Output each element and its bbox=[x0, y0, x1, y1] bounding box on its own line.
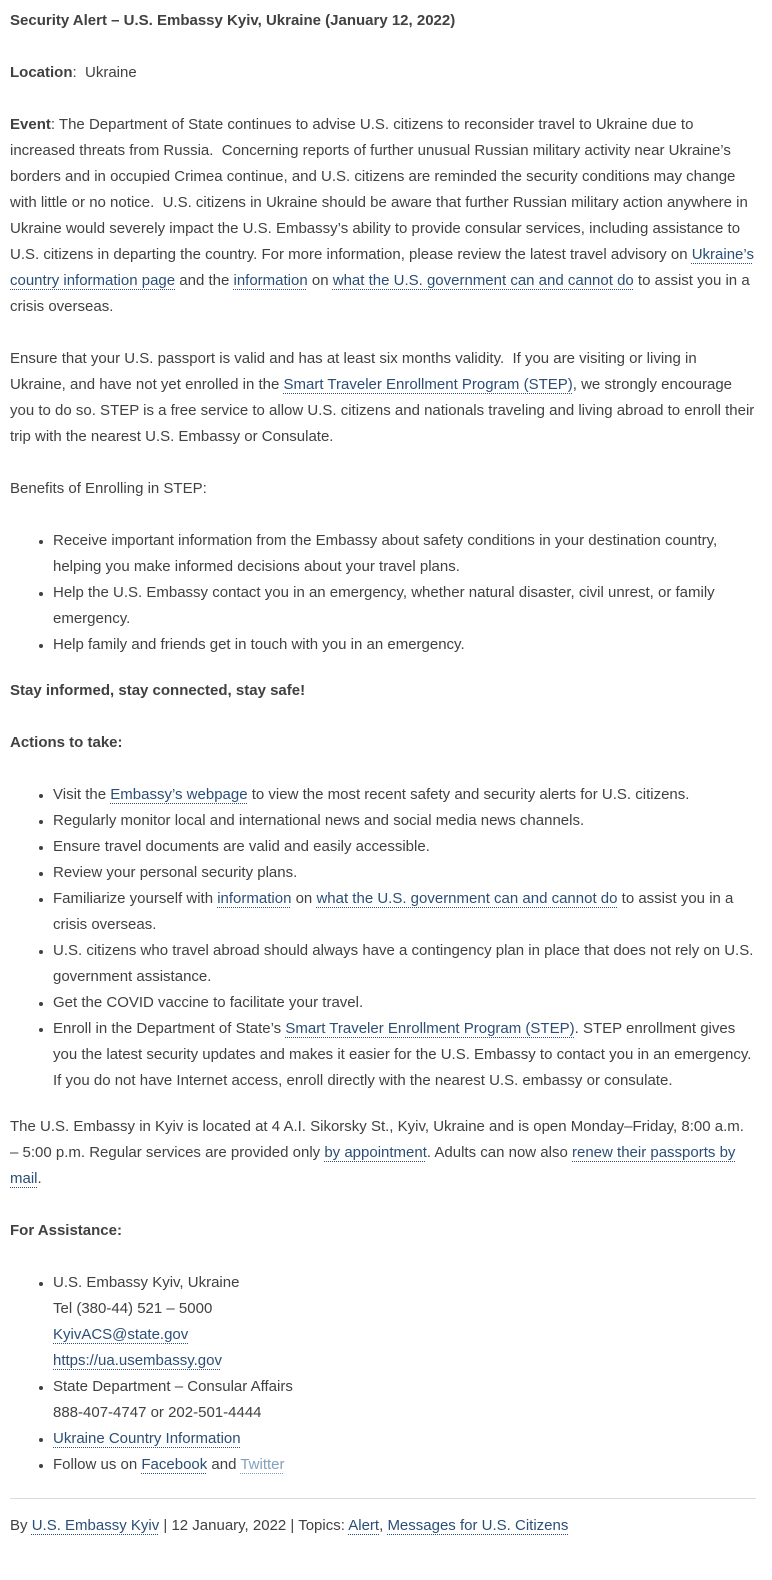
list-item: • Receive important information from the Embassy about safety conditions in your destination country, helping you make informed decisions about your travel plans. bbox=[53, 528, 756, 580]
bold-text: Stay informed, stay connected, stay safe! bbox=[10, 682, 306, 699]
list-item: • Visit the Embassy’s webpage to view the most recent safety and security alerts for U.S. citizens. bbox=[53, 782, 756, 808]
list-item: • Enroll in the Department of State’s Smart Traveler Enrollment Program (STEP). STEP enrollment gives you the latest security updates and makes it easier for the U.S. Embassy to contact you in an emergency. If you do not have Internet access, enroll directly with the nearest U.S. embassy or consulate. bbox=[53, 1016, 756, 1094]
link-embassy-website[interactable]: https://ua.usembassy.gov bbox=[53, 1352, 222, 1369]
list-item: • Ensure travel documents are valid and easily accessible. bbox=[53, 834, 756, 860]
link-ukraine-country-information[interactable]: Ukraine Country Information bbox=[53, 1430, 241, 1447]
assistance-heading bbox=[10, 1218, 756, 1244]
bold-text: Location bbox=[10, 64, 73, 81]
link-what-us-government-can-and-cannot-do-2[interactable]: what the U.S. government can and cannot do bbox=[316, 890, 618, 907]
location-line: Location: Ukraine bbox=[10, 64, 137, 81]
link-topic-messages-for-us-citizens[interactable]: Messages for U.S. Citizens bbox=[387, 1517, 569, 1534]
link-kyivacs-email[interactable]: KyivACS@state.gov bbox=[53, 1326, 189, 1343]
list-item: • State Department – Consular Affairs 888-407-4747 or 202-501-4444 bbox=[53, 1374, 756, 1426]
link-author-us-embassy-kyiv[interactable]: U.S. Embassy Kyiv bbox=[31, 1517, 160, 1534]
assistance-list bbox=[10, 1270, 756, 1478]
bold-text: For Assistance: bbox=[10, 1222, 122, 1239]
link-facebook[interactable]: Facebook bbox=[141, 1456, 208, 1473]
list-item: • U.S. Embassy Kyiv, Ukraine Tel (380-44) 521 – 5000 KyivACS@state.gov https://ua.usembassy.gov bbox=[53, 1270, 756, 1374]
stay-informed-line bbox=[10, 678, 756, 704]
list-item: • Follow us on Facebook and Twitter bbox=[53, 1452, 756, 1478]
list-item bbox=[53, 1426, 756, 1452]
step-paragraph: Ensure that your U.S. passport is valid and has at least six months validity. If you are visiting or living in Ukraine, and have not yet enrolled in the Smart Traveler Enrollment Program (STEP), we strongly encourage you to do so. STEP is a free service to allow U.S. citizens and nationals traveling and living abroad to enroll their trip with the nearest U.S. Embassy or Consulate. bbox=[10, 350, 755, 445]
bold-text: Security Alert – U.S. Embassy Kyiv, Ukraine (January 12, 2022) bbox=[10, 12, 456, 29]
list-item: • Review your personal security plans. bbox=[53, 860, 756, 886]
list-item: • Regularly monitor local and international news and social media news channels. bbox=[53, 808, 756, 834]
event-paragraph: Event: The Department of State continues to advise U.S. citizens to reconsider travel to Ukraine due to increased threats from Russia. Concerning reports of further unusual Russian military activity near Ukraine’s borders and in occupied Crimea continue, and U.S. citizens are reminded the security conditions may change with little or no notice. U.S. citizens in Ukraine should be aware that further Russian military action anywhere in Ukraine would severely impact the U.S. Embassy’s ability to provide consular services, including assistance to U.S. citizens in departing the country. For more information, please review the latest travel advisory on Ukraine’s country information page and the information on what the U.S. government can and cannot do to assist you in a crisis overseas. bbox=[10, 116, 754, 315]
link-renew-passports-by-mail[interactable]: renew their passports by mail bbox=[10, 1144, 736, 1187]
benefits-list bbox=[10, 528, 756, 658]
link-embassy-webpage[interactable]: Embassy’s webpage bbox=[110, 786, 248, 803]
link-by-appointment[interactable]: by appointment bbox=[324, 1144, 427, 1161]
link-ukraine-country-information-page[interactable]: Ukraine’s country information page bbox=[10, 246, 754, 289]
post-meta: By U.S. Embassy Kyiv | 12 January, 2022 | Topics: Alert, Messages for U.S. Citizens bbox=[10, 1517, 569, 1534]
embassy-location-paragraph: The U.S. Embassy in Kyiv is located at 4 A.I. Sikorsky St., Kyiv, Ukraine and is open Monday–Friday, 8:00 a.m. – 5:00 p.m. Regular services are provided only by appointment. Adults can now also renew their passports by mail. bbox=[10, 1118, 744, 1187]
list-item: • Get the COVID vaccine to facilitate your travel. bbox=[53, 990, 756, 1016]
link-information-2[interactable]: information bbox=[217, 890, 292, 907]
link-step-program-2[interactable]: Smart Traveler Enrollment Program (STEP) bbox=[285, 1020, 575, 1037]
article-body bbox=[10, 8, 756, 1478]
link-step-program[interactable]: Smart Traveler Enrollment Program (STEP) bbox=[283, 376, 573, 393]
bold-text: Event bbox=[10, 116, 51, 133]
benefits-heading: Benefits of Enrolling in STEP: bbox=[10, 480, 207, 497]
list-item: • Help the U.S. Embassy contact you in an emergency, whether natural disaster, civil unrest, or family emergency. bbox=[53, 580, 756, 632]
actions-heading bbox=[10, 730, 756, 756]
list-item: • U.S. citizens who travel abroad should always have a contingency plan in place that does not rely on U.S. government assistance. bbox=[53, 938, 756, 990]
list-item: • Help family and friends get in touch with you in an emergency. bbox=[53, 632, 756, 658]
link-what-us-government-can-and-cannot-do[interactable]: what the U.S. government can and cannot do bbox=[332, 272, 634, 289]
link-information[interactable]: information bbox=[233, 272, 308, 289]
actions-list bbox=[10, 782, 756, 1094]
link-twitter[interactable]: Twitter bbox=[240, 1456, 285, 1473]
post-title bbox=[10, 8, 756, 34]
link-topic-alert[interactable]: Alert bbox=[348, 1517, 380, 1534]
list-item: • Familiarize yourself with information on what the U.S. government can and cannot do to assist you in a crisis overseas. bbox=[53, 886, 756, 938]
bold-text: Actions to take: bbox=[10, 734, 123, 751]
